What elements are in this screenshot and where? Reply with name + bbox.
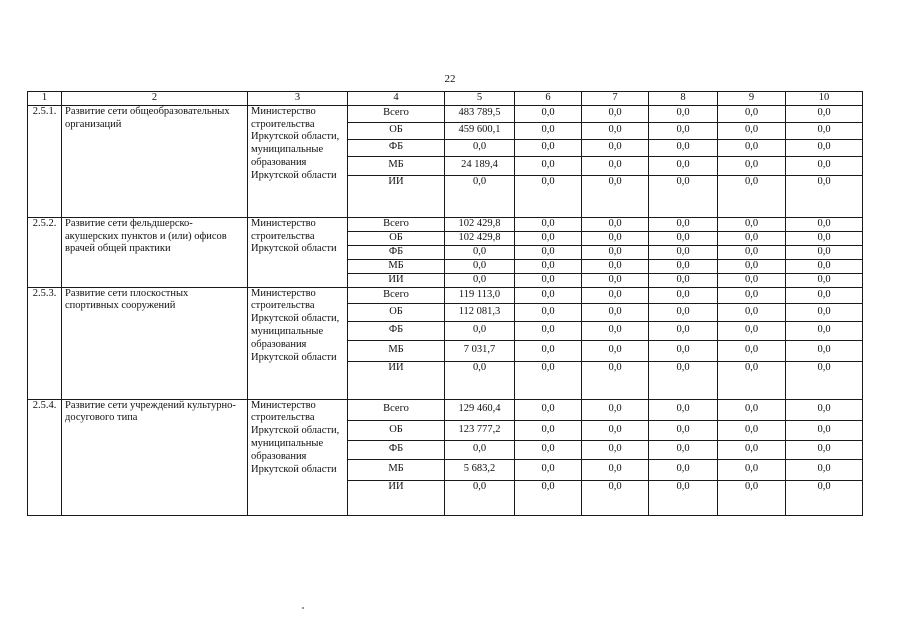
table-row [28,105,863,122]
value-cell: 0,0 [649,139,718,156]
funding-source: ОБ [348,231,445,245]
value-cell: 0,0 [515,156,582,175]
value-cell: 459 600,1 [445,122,515,139]
value-cell: 0,0 [786,480,863,515]
item-executor: Министерство строительства Иркутской области, муниципальные образования Иркутской области [248,105,348,217]
value-cell: 0,0 [582,340,649,361]
value-cell: 0,0 [786,273,863,287]
funding-source: ИИ [348,273,445,287]
value-cell: 0,0 [515,480,582,515]
item-number: 2.5.3. [28,287,62,399]
value-cell: 0,0 [649,175,718,217]
value-cell: 0,0 [786,340,863,361]
header-row [28,92,863,106]
value-cell: 0,0 [582,321,649,340]
value-cell: 0,0 [445,175,515,217]
value-cell: 0,0 [582,420,649,440]
value-cell: 0,0 [718,156,786,175]
header-cell: 9 [718,92,786,106]
value-cell: 0,0 [718,175,786,217]
value-cell: 0,0 [445,245,515,259]
funding-source: Всего [348,399,445,420]
value-cell: 0,0 [786,459,863,480]
item-executor: Министерство строительства Иркутской области, муниципальные образования Иркутской области [248,287,348,399]
header-cell: 2 [62,92,248,106]
value-cell: 0,0 [582,480,649,515]
value-cell: 0,0 [718,303,786,321]
value-cell: 0,0 [515,259,582,273]
item-number: 2.5.1. [28,105,62,217]
value-cell: 0,0 [649,259,718,273]
item-number: 2.5.4. [28,399,62,515]
funding-source: Всего [348,287,445,303]
value-cell: 0,0 [786,361,863,399]
funding-source: ФБ [348,440,445,459]
value-cell: 0,0 [649,273,718,287]
value-cell: 0,0 [515,231,582,245]
value-cell: 0,0 [786,217,863,231]
funding-source: МБ [348,340,445,361]
value-cell: 0,0 [582,175,649,217]
header-cell: 5 [445,92,515,106]
value-cell: 0,0 [515,105,582,122]
value-cell: 0,0 [649,217,718,231]
value-cell: 0,0 [649,105,718,122]
item-name: Развитие сети общеобразовательных организаций [62,105,248,217]
table-row [28,217,863,231]
funding-source: ОБ [348,122,445,139]
value-cell: 0,0 [718,231,786,245]
value-cell: 0,0 [718,480,786,515]
funding-source: ОБ [348,420,445,440]
header-cell: 7 [582,92,649,106]
item-executor: Министерство строительства Иркутской области [248,217,348,287]
value-cell: 0,0 [582,440,649,459]
value-cell: 0,0 [786,156,863,175]
value-cell: 0,0 [786,420,863,440]
funding-source: МБ [348,156,445,175]
item-executor: Министерство строительства Иркутской области, муниципальные образования Иркутской области [248,399,348,515]
funding-source: ИИ [348,361,445,399]
value-cell: 0,0 [445,440,515,459]
funding-source: ИИ [348,480,445,515]
value-cell: 102 429,8 [445,231,515,245]
value-cell: 0,0 [515,399,582,420]
value-cell: 0,0 [786,321,863,340]
value-cell: 0,0 [786,259,863,273]
value-cell: 0,0 [649,303,718,321]
value-cell: 0,0 [515,273,582,287]
header-cell: 8 [649,92,718,106]
funding-source: ФБ [348,139,445,156]
value-cell: 0,0 [718,139,786,156]
funding-source: МБ [348,459,445,480]
value-cell: 0,0 [718,273,786,287]
value-cell: 0,0 [718,361,786,399]
page-number: 22 [444,73,456,85]
value-cell: 0,0 [718,245,786,259]
value-cell: 0,0 [649,231,718,245]
value-cell: 0,0 [786,303,863,321]
value-cell: 0,0 [445,361,515,399]
value-cell: 0,0 [582,122,649,139]
value-cell: 0,0 [582,399,649,420]
funding-source: Всего [348,217,445,231]
value-cell: 0,0 [718,340,786,361]
value-cell: 129 460,4 [445,399,515,420]
value-cell: 0,0 [718,105,786,122]
value-cell: 0,0 [515,287,582,303]
value-cell: 0,0 [649,361,718,399]
value-cell: 0,0 [718,122,786,139]
value-cell: 0,0 [445,480,515,515]
funding-source: ОБ [348,303,445,321]
value-cell: 0,0 [649,287,718,303]
value-cell: 0,0 [515,440,582,459]
value-cell: 0,0 [582,105,649,122]
value-cell: 0,0 [718,440,786,459]
value-cell: 0,0 [582,287,649,303]
value-cell: 0,0 [515,122,582,139]
value-cell: 5 683,2 [445,459,515,480]
item-name: Развитие сети плоскостных спортивных сооружений [62,287,248,399]
header-cell: 3 [248,92,348,106]
value-cell: 0,0 [445,273,515,287]
value-cell: 0,0 [515,303,582,321]
value-cell: 0,0 [515,420,582,440]
value-cell: 0,0 [515,361,582,399]
value-cell: 7 031,7 [445,340,515,361]
budget-table [27,91,863,516]
value-cell: 123 777,2 [445,420,515,440]
value-cell: 0,0 [515,175,582,217]
value-cell: 0,0 [582,459,649,480]
value-cell: 0,0 [582,156,649,175]
value-cell: 0,0 [786,287,863,303]
value-cell: 0,0 [718,420,786,440]
value-cell: 0,0 [649,399,718,420]
value-cell: 0,0 [515,217,582,231]
item-number: 2.5.2. [28,217,62,287]
value-cell: 0,0 [649,480,718,515]
value-cell: 0,0 [649,440,718,459]
value-cell: 0,0 [786,245,863,259]
value-cell: 0,0 [582,139,649,156]
value-cell: 0,0 [582,217,649,231]
value-cell: 0,0 [515,139,582,156]
header-cell: 6 [515,92,582,106]
value-cell: 0,0 [649,340,718,361]
table-row [28,399,863,420]
header-cell: 1 [28,92,62,106]
value-cell: 0,0 [582,231,649,245]
value-cell: 119 113,0 [445,287,515,303]
value-cell: 0,0 [649,122,718,139]
value-cell: 24 189,4 [445,156,515,175]
header-cell: 4 [348,92,445,106]
value-cell: 0,0 [445,139,515,156]
table-row [28,287,863,303]
value-cell: 0,0 [445,259,515,273]
value-cell: 0,0 [649,420,718,440]
value-cell: 0,0 [718,287,786,303]
value-cell: 0,0 [582,303,649,321]
value-cell: 0,0 [786,231,863,245]
value-cell: 483 789,5 [445,105,515,122]
item-name: Развитие сети учреждений культурно-досугового типа [62,399,248,515]
value-cell: 0,0 [718,217,786,231]
scan-speck [302,607,304,609]
value-cell: 0,0 [649,245,718,259]
item-name: Развитие сети фельдшерско-акушерских пунктов и (или) офисов врачей общей практики [62,217,248,287]
value-cell: 112 081,3 [445,303,515,321]
value-cell: 0,0 [582,273,649,287]
value-cell: 0,0 [515,340,582,361]
funding-source: МБ [348,259,445,273]
value-cell: 0,0 [649,156,718,175]
funding-source: Всего [348,105,445,122]
value-cell: 0,0 [649,459,718,480]
funding-source: ИИ [348,175,445,217]
funding-source: ФБ [348,245,445,259]
value-cell: 0,0 [786,440,863,459]
value-cell: 0,0 [786,122,863,139]
value-cell: 0,0 [582,259,649,273]
value-cell: 0,0 [786,105,863,122]
value-cell: 0,0 [649,321,718,340]
value-cell: 0,0 [515,459,582,480]
value-cell: 0,0 [718,459,786,480]
value-cell: 0,0 [445,321,515,340]
value-cell: 0,0 [786,139,863,156]
funding-source: ФБ [348,321,445,340]
value-cell: 0,0 [718,259,786,273]
value-cell: 0,0 [515,321,582,340]
value-cell: 0,0 [786,175,863,217]
header-cell: 10 [786,92,863,106]
value-cell: 0,0 [582,245,649,259]
value-cell: 102 429,8 [445,217,515,231]
value-cell: 0,0 [515,245,582,259]
value-cell: 0,0 [718,399,786,420]
value-cell: 0,0 [786,399,863,420]
value-cell: 0,0 [718,321,786,340]
value-cell: 0,0 [582,361,649,399]
